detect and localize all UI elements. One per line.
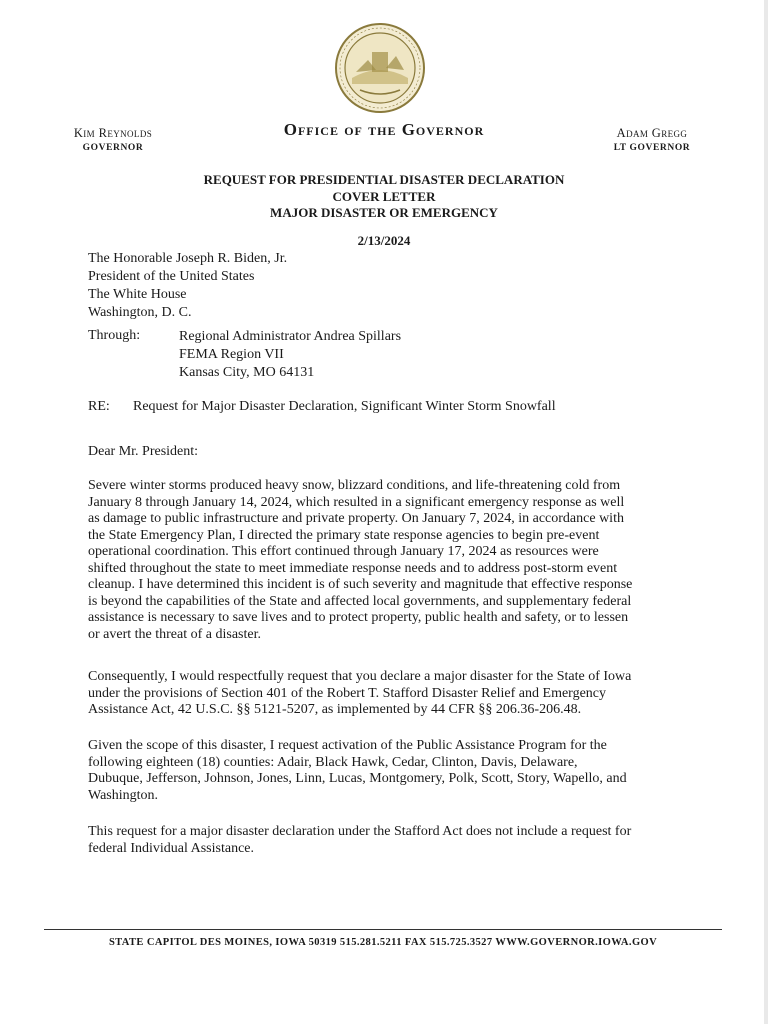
paragraph-line: Severe winter storms produced heavy snow, blizzard conditions, and life-threatening cold from (88, 478, 621, 493)
paragraph-line: operational coordination. This effort continued through January 17, 2024 as resources were (88, 544, 599, 559)
paragraph-line: Washington. (88, 787, 159, 803)
letter-date: 2/13/2024 (357, 233, 411, 248)
paragraph-line: under the provisions of Section 401 of the Robert T. Stafford Disaster Relief and Emergency (88, 685, 607, 701)
re-subject: Request for Major Disaster Declaration, Significant Winter Storm Snowfall (133, 399, 556, 414)
lt-governor-name: Adam Gregg (616, 126, 688, 140)
paragraph-line: federal Individual Assistance. (88, 840, 255, 856)
footer-contact: STATE CAPITOL DES MOINES, IOWA 50319 515.281.5211 FAX 515.725.3527 WWW.GOVERNOR.IOWA.GOV (108, 937, 658, 948)
paragraph-line: This request for a major disaster declaration under the Stafford Act does not include a request for (88, 824, 632, 839)
salutation: Dear Mr. President: (88, 444, 199, 459)
recipient-line: The Honorable Joseph R. Biden, Jr. (88, 251, 288, 266)
body-paragraph (88, 669, 680, 719)
request-title-line: COVER LETTER (332, 188, 436, 204)
footer-divider (44, 929, 722, 930)
paragraph-line: is beyond the capabilities of the State and affected local governments, and supplementary federal (88, 593, 632, 609)
paragraph-line: assistance is necessary to save lives and to protect property, public health and safety, or to lessen (88, 610, 629, 625)
through-line: FEMA Region VII (179, 347, 284, 362)
state-seal-icon (334, 22, 426, 114)
lt-governor-title: LT GOVERNOR (613, 143, 691, 153)
paragraph-line: following eighteen (18) counties: Adair, Black Hawk, Cedar, Clinton, Davis, Delaware, (88, 754, 578, 770)
paragraph-line: Consequently, I would respectfully request that you declare a major disaster for the State of Iowa (88, 669, 632, 684)
governor-block (52, 126, 174, 155)
through-label: Through: (88, 328, 141, 343)
request-title-line: REQUEST FOR PRESIDENTIAL DISASTER DECLARATION (203, 172, 565, 187)
lt-governor-block (588, 126, 716, 155)
re-label: RE: (88, 399, 110, 414)
body-paragraph (88, 478, 680, 643)
governor-title: GOVERNOR (82, 143, 144, 153)
through-line: Regional Administrator Andrea Spillars (179, 329, 402, 344)
paragraph-line: shifted throughout the state to meet immediate response needs and to address post-storm event (88, 560, 618, 576)
paragraph-line: cleanup. I have determined this incident is of such severity and magnitude that effective response (88, 577, 633, 592)
paragraph-line: the State Emergency Plan, I directed the primary state response agencies to begin pre-event (88, 527, 600, 543)
paragraph-line: Dubuque, Jefferson, Johnson, Jones, Linn, Lucas, Montgomery, Polk, Scott, Story, Wapello, and (88, 771, 627, 786)
request-title (150, 172, 618, 222)
paragraph-line: as damage to public infrastructure and private property. On January 7, 2024, in accordance with (88, 511, 624, 526)
governor-name: Kim Reynolds (73, 126, 153, 140)
paragraph-line: Assistance Act, 42 U.S.C. §§ 5121-5207, as implemented by 44 CFR §§ 206.36-206.48. (88, 702, 582, 717)
paragraph-line: or avert the threat of a disaster. (88, 626, 261, 642)
body-paragraph (88, 824, 680, 857)
recipient-line: The White House (88, 287, 187, 302)
paragraph-line: Given the scope of this disaster, I request activation of the Public Assistance Program for the (88, 738, 607, 753)
recipient-line: Washington, D. C. (88, 305, 192, 320)
through-line: Kansas City, MO 64131 (179, 365, 315, 380)
body-paragraph (88, 738, 680, 804)
paragraph-line: January 8 through January 14, 2024, which resulted in a significant emergency response as well (88, 494, 625, 510)
office-title: Office of the Governor (283, 120, 485, 139)
recipient-line: President of the United States (88, 269, 255, 284)
page-edge (764, 0, 768, 1024)
request-title-line: MAJOR DISASTER OR EMERGENCY (270, 205, 498, 220)
through-address (179, 328, 401, 382)
recipient-address (88, 250, 287, 322)
